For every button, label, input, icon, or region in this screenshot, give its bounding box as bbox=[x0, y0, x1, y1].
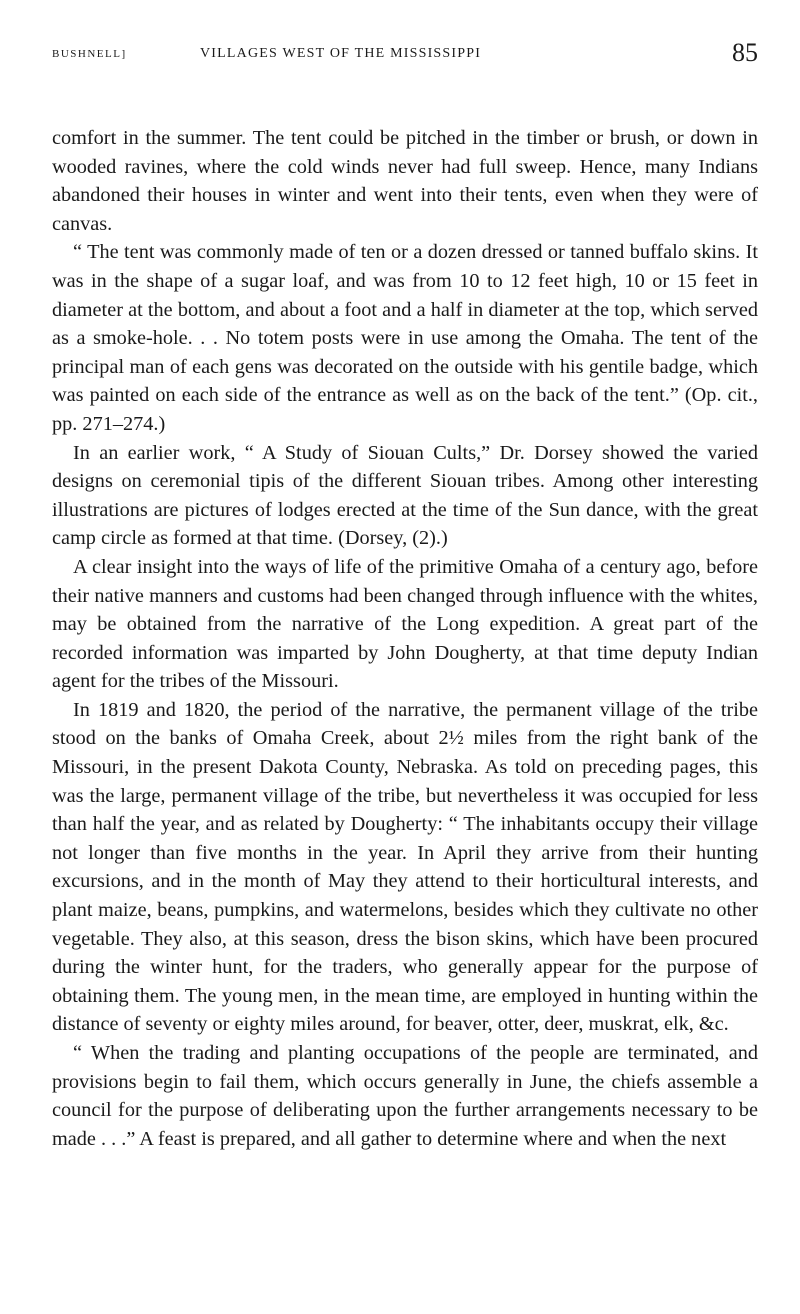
paragraph-council: “ When the trading and planting occupations of the people are terminated, and provisions begin to fail them, which occurs generally in June, the chiefs assemble a council for the purpose of deliberating upon the further arrangements necessary to be made . . .” A feast is prepared, and all gather to determine where and when the next bbox=[52, 1042, 758, 1150]
chapter-title-header: VILLAGES WEST OF THE MISSISSIPPI bbox=[200, 46, 482, 61]
paragraph-quote-tent: “ The tent was commonly made of ten or a dozen dressed or tanned buffalo skins. It was in the shape of a sugar loaf, and was from 10 to 12 feet high, 10 or 15 feet in diameter at the bottom, and about a foot and a half in diameter at the top, which served as a smoke-hole. . . No totem posts were in use among the Omaha. The tent of the principal man of each gens was decorated on the outside with his gentile badge, which was painted on each side of the entrance as well as on the back of the tent.” (Op. cit., pp. 271–274.) bbox=[52, 241, 758, 435]
book-page bbox=[52, 38, 758, 1153]
page-number: 85 bbox=[732, 38, 758, 67]
paragraph-omaha-village: In 1819 and 1820, the period of the narrative, the permanent village of the tribe stood on the banks of Omaha Creek, about 2½ miles from the right bank of the Missouri, in the present Dakota County, Nebraska. As told on preceding pages, this was the large, permanent village of the tribe, but nevertheless it was occupied for less than half the year, and as related by Dougherty: “ The inhabitants occupy their village not longer than five months in the year. In April they arrive from their hunting excursions, and in the month of May they attend to their horticultural interests, and plant maize, beans, pumpkins, and watermelons, besides which they cultivate no other vegetable. They also, at this season, dress the bison skins, which have been procured during the winter hunt, for the traders, who generally appear for the purpose of obtaining them. The young men, in the mean time, are employed in hunting within the distance of seventy or eighty miles around, for beaver, otter, deer, muskrat, elk, &c. bbox=[52, 698, 758, 1036]
paragraph-continuation: comfort in the summer. The tent could be pitched in the timber or brush, or down in wooded ravines, where the cold winds never had full sweep. Hence, many Indians abandoned their houses in winter and went into their tents, even when they were of canvas. bbox=[52, 127, 758, 235]
paragraph-long-expedition: A clear insight into the ways of life of the primitive Omaha of a century ago, before their native manners and customs had been changed through influence with the whites, may be obtained from the narrative of the Long expedition. A great part of the recorded information was imparted by John Dougherty, at that time deputy Indian agent for the tribes of the Missouri. bbox=[52, 555, 758, 693]
author-header: BUSHNELL] bbox=[52, 48, 127, 60]
body-text bbox=[52, 124, 758, 1153]
running-head bbox=[52, 38, 758, 78]
paragraph-siouan-cults: In an earlier work, “ A Study of Siouan Cults,” Dr. Dorsey showed the varied designs on ceremonial tipis of the different Siouan tribes. Among other interesting illustrations are pictures of lodges erected at the time of the Sun dance, with the great camp circle as formed at that time. (Dorsey, (2).) bbox=[52, 441, 758, 550]
